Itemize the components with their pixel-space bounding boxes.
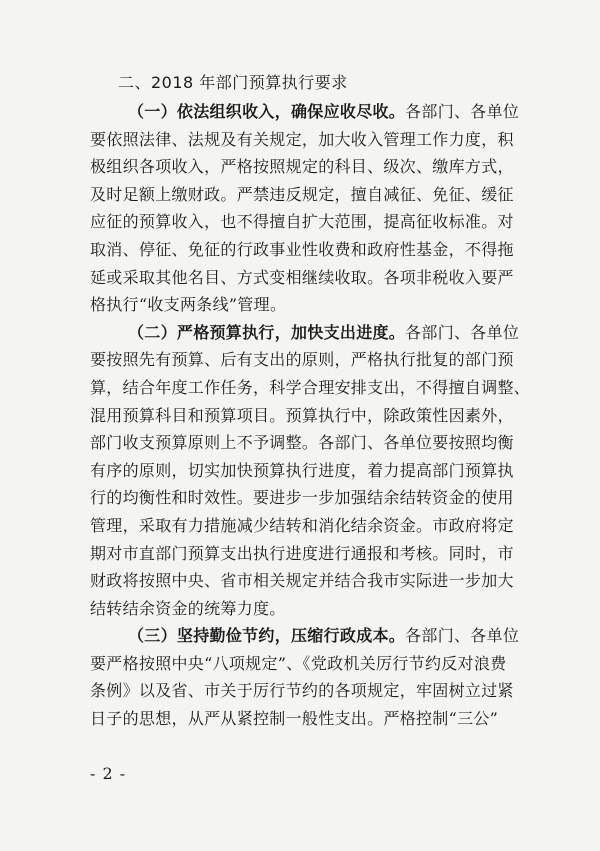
paragraph-line: [90, 319, 520, 347]
paragraph-text: 行的均衡性和时效性。要进步一步加强结余结转资金的使用: [90, 488, 514, 508]
paragraph-line: [90, 153, 520, 181]
paragraph-text: 部门收支预算原则上不予调整。各部门、各单位要按照均衡: [90, 433, 514, 453]
paragraph-line: [90, 291, 520, 319]
paragraph-text: 取消、停征、免征的行政事业性收费和政府性基金，不得拖: [90, 239, 514, 259]
paragraph-line: [90, 650, 520, 678]
paragraph-text: 结转结余资金的统筹力度。: [90, 598, 286, 618]
paragraph-line: [90, 567, 520, 595]
paragraph-line: [90, 402, 520, 430]
paragraph-text: 日子的思想，从严从紧控制一般性支出。严格控制“三公”: [90, 709, 499, 729]
paragraph-text: 各部门、各单位: [405, 102, 520, 121]
paragraph-text: 及时足额上缴财政。严禁违反规定，擅自减征、免征、缓征: [90, 184, 514, 204]
paragraph-heading: （三）坚持勤俭节约，压缩行政成本。: [128, 626, 406, 646]
paragraph-line: [90, 374, 531, 402]
paragraph-text: 各部门、各单位: [405, 322, 520, 342]
paragraph-line: [90, 705, 520, 733]
paragraph-text: 极组织各项收入，严格按照规定的科目、级次、缴库方式，: [90, 157, 514, 177]
paragraph-text: 有序的原则，切实加快预算执行进度，着力提高部门预算执: [90, 460, 514, 480]
paragraph-text: 算，结合年度工作任务，科学合理安排支出，不得擅自调整、: [90, 377, 531, 397]
paragraph-line: [90, 457, 520, 485]
paragraph-text: 期对市直部门预算支出执行进度进行通报和考核。同时，市: [90, 543, 514, 563]
paragraph-text: 财政将按照中央、省市相关规定并结合我市实际进一步加大: [90, 571, 514, 591]
paragraph-text: 延或采取其他名目、方式变相继续收取。各项非税收入要严: [90, 267, 514, 287]
paragraph-text: 要严格按照中央“八项规定”、《党政机关厉行节约反对浪费: [90, 653, 507, 673]
paragraph-line: [90, 236, 520, 264]
paragraph-text: 管理，采取有力措施减少结转和消化结余资金。市政府将定: [90, 515, 514, 535]
paragraph-text: 混用预算科目和预算项目。预算执行中，除政策性因素外，: [90, 405, 514, 425]
paragraph-text: 应征的预算收入，也不得擅自扩大范围，提高征收标准。对: [90, 212, 514, 232]
section-heading: 二、2018 年部门预算执行要求: [118, 73, 348, 92]
paragraph-line: [90, 677, 520, 705]
paragraph-text: 各部门、各单位: [405, 626, 520, 646]
paragraph-line: [90, 208, 520, 236]
paragraph-text: 条例》以及省、市关于厉行节约的各项规定，牢固树立过紧: [90, 681, 514, 701]
paragraph-line: [90, 98, 520, 126]
paragraph-line: [90, 126, 520, 154]
paragraph-text: 格执行“收支两条线”管理。: [90, 295, 287, 315]
paragraph-heading: （二）严格预算执行，加快支出进度。: [128, 322, 406, 342]
paragraph-line: [90, 181, 520, 209]
paragraph-line: [90, 622, 520, 650]
paragraph-line: [90, 264, 520, 292]
paragraph-line: [90, 595, 520, 623]
paragraph-line: [90, 429, 520, 457]
paragraph-line: [90, 540, 520, 568]
paragraph-text: 要依照法律、法规及有关规定，加大收入管理工作力度，积: [90, 129, 514, 149]
document-body: [90, 98, 531, 733]
paragraph-text: 要按照先有预算、后有支出的原则，严格执行批复的部门预: [90, 350, 514, 370]
paragraph-heading: （一）依法组织收入，确保应收尽收。: [128, 102, 406, 121]
paragraph-line: [90, 512, 520, 540]
paragraph-line: [90, 346, 520, 374]
page-number: - 2 -: [90, 764, 127, 783]
paragraph-line: [90, 484, 520, 512]
